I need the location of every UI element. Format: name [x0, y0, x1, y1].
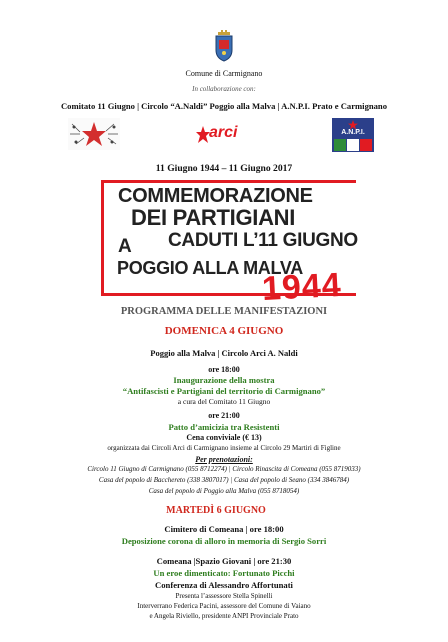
day1-event1-subtitle: “Antifascisti e Partigiani del territorio di Carmignano” — [122, 386, 326, 396]
day2-place1: Cimitero di Comeana | ore 18:00 — [164, 524, 284, 534]
day1-place: Poggio alla Malva | Circolo Arci A. Naldi — [150, 348, 298, 358]
banner-line-4: POGGIO ALLA MALVA — [117, 258, 303, 278]
commemoration-dates: 11 Giugno 1944 – 11 Giugno 2017 — [155, 163, 293, 174]
year-1944: 1944 — [261, 265, 343, 309]
anpi-flag-red — [360, 139, 372, 151]
arci-logo — [196, 124, 252, 146]
banner-line-3a: A — [118, 236, 132, 257]
day2-event1: Deposizione corona di alloro in memoria di Sergio Sorri — [121, 536, 327, 546]
anpi-flag-green — [334, 139, 346, 151]
comitato-star-logo-icon — [68, 118, 120, 150]
day1-organizers: organizzata dai Circoli Arci di Carmignano insieme al Circolo 29 Martiri di Figline — [107, 444, 341, 452]
anpi-logo-text: A.N.P.I. — [341, 129, 365, 136]
arci-star-icon — [196, 126, 210, 144]
banner-line-2: DEI PARTIGIANI — [131, 205, 296, 230]
booking-line-1: Circolo 11 Giugno di Carmignano (055 8712274) | Circolo Rinascita di Comeana (055 8719033) — [87, 465, 361, 473]
day2-place2: Comeana |Spazio Giovani | ore 21:30 — [156, 556, 292, 566]
day1-date: DOMENICA 4 GIUGNO — [164, 325, 284, 337]
day1-event1-note: a cura del Comitato 11 Giugno — [177, 397, 271, 406]
day1-event2-title: Patto d’amicizia tra Resistenti — [168, 422, 280, 432]
banner-line-1: COMMEMORAZIONE — [118, 185, 313, 207]
booking-line-3: Casa del popolo di Poggio alla Malva (055 8718054) — [148, 487, 300, 495]
day1-event1-time: ore 18:00 — [208, 365, 240, 374]
day2-event2-line-2: Interverrano Federica Pacini, assessore del Comune di Vaiano — [137, 602, 311, 610]
day2-event2-title: Un eroe dimenticato: Fortunato Picchi — [153, 568, 295, 578]
day2-event2-line-1: Presenta l’assessore Stella Spinelli — [175, 592, 273, 600]
day2-event2-subtitle: Conferenza di Alessandro Affortunati — [155, 580, 293, 590]
booking-title: Per prenotazioni: — [195, 455, 253, 464]
municipal-crest-icon — [214, 30, 234, 62]
day1-dinner: Cena conviviale (€ 13) — [186, 433, 262, 442]
day1-event1-title: Inaugurazione della mostra — [173, 375, 275, 385]
arci-logo-text: arci — [209, 124, 238, 141]
day2-date: MARTEDÌ 6 GIUGNO — [166, 505, 266, 516]
anpi-flag-white — [347, 139, 359, 151]
partners-line: Comitato 11 Giugno | Circolo “A.Naldi” Poggio alla Malva | A.N.P.I. Prato e Carmignano — [60, 101, 388, 111]
day1-event2-time: ore 21:00 — [208, 411, 240, 420]
program-title: PROGRAMMA DELLE MANIFESTAZIONI — [120, 306, 328, 317]
anpi-logo — [332, 118, 374, 152]
banner-line-3b: CADUTI L’11 GIUGNO — [168, 230, 358, 251]
day2-event2-line-3: e Angela Riviello, presidente ANPI Provinciale Prato — [149, 612, 299, 620]
collaboration-label: In collaborazione con: — [192, 85, 256, 93]
municipality-name: Comune di Carmignano — [185, 69, 263, 78]
booking-line-2: Casa del popolo di Bacchereto (338 3807017) | Casa del popolo di Seano (334 3846784) — [98, 476, 350, 484]
